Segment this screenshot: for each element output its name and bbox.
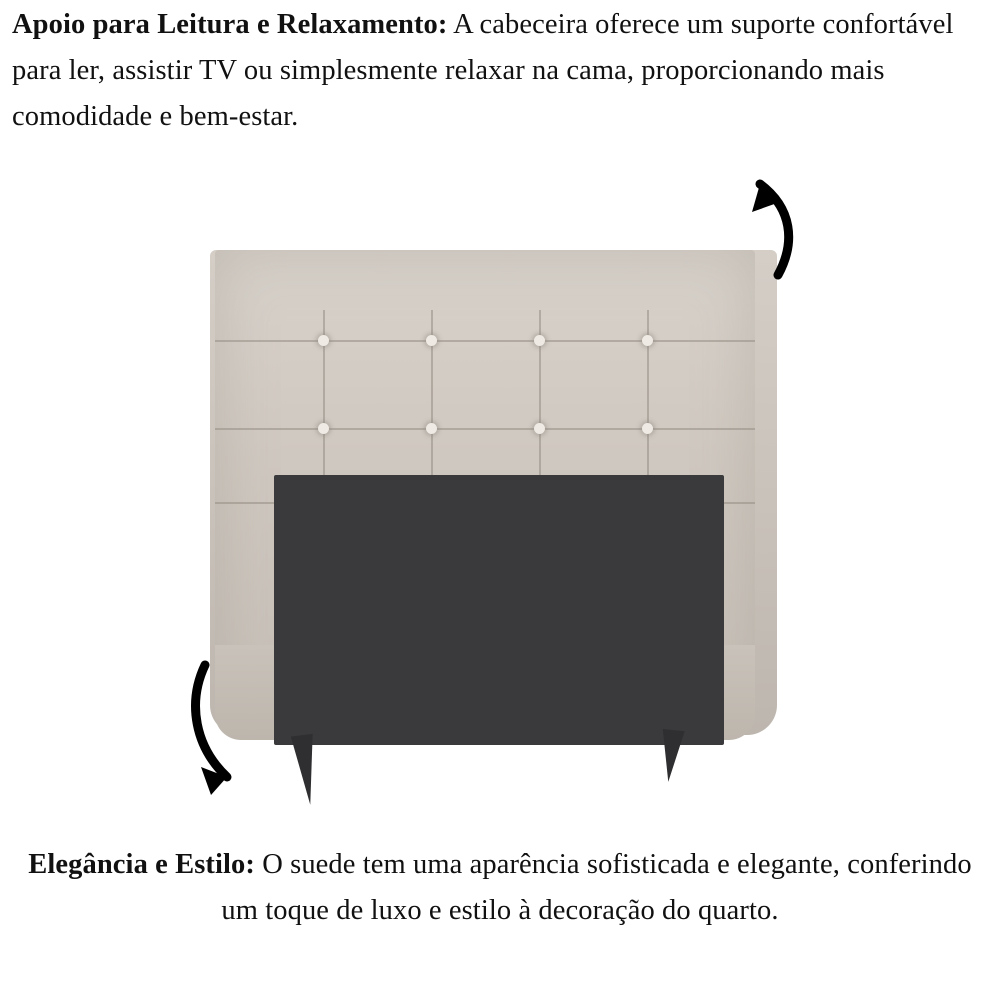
headboard-shadow-area bbox=[274, 475, 724, 745]
product-image bbox=[190, 225, 810, 810]
tufting-button bbox=[318, 423, 329, 434]
tufting-button bbox=[534, 335, 545, 346]
top-description-paragraph bbox=[12, 2, 988, 140]
bottom-paragraph-body: O suede tem uma aparência sofisticada e elegante, conferindo um toque de luxo e estilo à decoração do quarto. bbox=[221, 849, 972, 926]
top-paragraph-body: A cabeceira oferece um suporte confortável para ler, assistir TV ou simplesmente relaxar na cama, proporcionando mais comodidade e bem-estar. bbox=[12, 9, 954, 132]
tufting-button bbox=[642, 423, 653, 434]
bottom-description-paragraph bbox=[12, 842, 988, 934]
tufting-button bbox=[426, 423, 437, 434]
top-paragraph-lead: Apoio para Leitura e Relaxamento: bbox=[12, 9, 448, 40]
tufting-line bbox=[215, 428, 755, 430]
tufting-button bbox=[426, 335, 437, 346]
tufting-line bbox=[215, 340, 755, 342]
tufting-button bbox=[642, 335, 653, 346]
bottom-paragraph-lead: Elegância e Estilo: bbox=[28, 849, 255, 880]
tufting-button bbox=[534, 423, 545, 434]
headboard-leg-right bbox=[657, 729, 684, 783]
tufting-button bbox=[318, 335, 329, 346]
